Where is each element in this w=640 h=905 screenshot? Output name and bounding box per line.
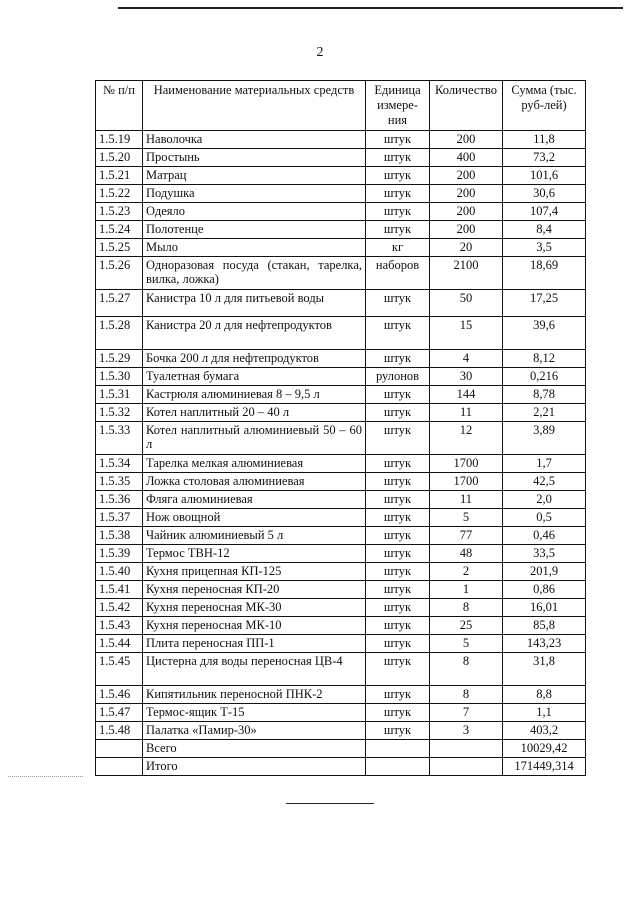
total-row	[96, 740, 586, 758]
row-name: Кухня переносная МК-30	[143, 599, 366, 617]
row-unit: штук	[366, 422, 430, 455]
row-qty: 200	[430, 131, 503, 149]
table-row	[96, 290, 586, 317]
row-name: Кухня прицепная КП-125	[143, 563, 366, 581]
row-qty: 200	[430, 167, 503, 185]
row-unit: штук	[366, 455, 430, 473]
row-qty: 20	[430, 239, 503, 257]
row-name: Мыло	[143, 239, 366, 257]
header-sum: Сумма (тыс. руб-лей)	[503, 81, 586, 131]
row-qty: 8	[430, 686, 503, 704]
table-row	[96, 563, 586, 581]
row-sum: 0,46	[503, 527, 586, 545]
table-row	[96, 509, 586, 527]
grand-total-sum: 171449,314	[503, 758, 586, 776]
table-row	[96, 131, 586, 149]
table-row	[96, 635, 586, 653]
table-row	[96, 149, 586, 167]
row-name: Цистерна для воды переносная ЦВ-4	[143, 653, 366, 686]
table-row	[96, 455, 586, 473]
row-sum: 8,4	[503, 221, 586, 239]
row-unit: штук	[366, 167, 430, 185]
row-sum: 85,8	[503, 617, 586, 635]
row-name: Плита переносная ПП-1	[143, 635, 366, 653]
row-name: Термос ТВН-12	[143, 545, 366, 563]
row-unit: штук	[366, 509, 430, 527]
row-sum: 31,8	[503, 653, 586, 686]
row-qty: 200	[430, 185, 503, 203]
total-num-empty	[96, 740, 143, 758]
total-qty-empty	[430, 740, 503, 758]
row-sum: 0,216	[503, 368, 586, 386]
row-unit: штук	[366, 185, 430, 203]
table-row	[96, 368, 586, 386]
row-unit: штук	[366, 563, 430, 581]
table-row	[96, 686, 586, 704]
row-name: Туалетная бумага	[143, 368, 366, 386]
row-name: Полотенце	[143, 221, 366, 239]
row-num: 1.5.26	[96, 257, 143, 290]
table-row	[96, 350, 586, 368]
row-num: 1.5.22	[96, 185, 143, 203]
row-name: Одноразовая посуда (стакан, тарелка, вилка, ложка)	[143, 257, 366, 290]
row-qty: 400	[430, 149, 503, 167]
row-sum: 42,5	[503, 473, 586, 491]
grand-total-num-empty	[96, 758, 143, 776]
row-sum: 0,5	[503, 509, 586, 527]
row-unit: штук	[366, 704, 430, 722]
row-name: Котел наплитный 20 – 40 л	[143, 404, 366, 422]
row-num: 1.5.25	[96, 239, 143, 257]
row-sum: 201,9	[503, 563, 586, 581]
row-num: 1.5.44	[96, 635, 143, 653]
row-qty: 4	[430, 350, 503, 368]
row-name: Простынь	[143, 149, 366, 167]
row-unit: рулонов	[366, 368, 430, 386]
row-qty: 2100	[430, 257, 503, 290]
row-sum: 8,78	[503, 386, 586, 404]
row-name: Ложка столовая алюминиевая	[143, 473, 366, 491]
table-row	[96, 617, 586, 635]
row-name: Подушка	[143, 185, 366, 203]
row-sum: 17,25	[503, 290, 586, 317]
row-name: Наволочка	[143, 131, 366, 149]
row-name: Кухня переносная КП-20	[143, 581, 366, 599]
row-num: 1.5.29	[96, 350, 143, 368]
row-num: 1.5.31	[96, 386, 143, 404]
row-num: 1.5.41	[96, 581, 143, 599]
row-qty: 1	[430, 581, 503, 599]
row-num: 1.5.39	[96, 545, 143, 563]
row-qty: 5	[430, 635, 503, 653]
row-qty: 15	[430, 317, 503, 350]
row-qty: 25	[430, 617, 503, 635]
row-qty: 30	[430, 368, 503, 386]
row-unit: штук	[366, 617, 430, 635]
row-qty: 8	[430, 653, 503, 686]
table-row	[96, 203, 586, 221]
header-unit: Единица измере-ния	[366, 81, 430, 131]
row-sum: 3,89	[503, 422, 586, 455]
row-sum: 403,2	[503, 722, 586, 740]
row-num: 1.5.20	[96, 149, 143, 167]
row-num: 1.5.36	[96, 491, 143, 509]
row-unit: штук	[366, 722, 430, 740]
row-qty: 5	[430, 509, 503, 527]
table-row	[96, 545, 586, 563]
row-sum: 2,21	[503, 404, 586, 422]
row-unit: штук	[366, 491, 430, 509]
table-row	[96, 257, 586, 290]
row-sum: 16,01	[503, 599, 586, 617]
row-sum: 3,5	[503, 239, 586, 257]
row-num: 1.5.46	[96, 686, 143, 704]
page-number: 2	[316, 45, 324, 60]
grand-total-qty-empty	[430, 758, 503, 776]
header-num: № п/п	[96, 81, 143, 131]
row-name: Одеяло	[143, 203, 366, 221]
row-num: 1.5.30	[96, 368, 143, 386]
total-unit-empty	[366, 740, 430, 758]
row-num: 1.5.23	[96, 203, 143, 221]
grand-total-row	[96, 758, 586, 776]
grand-total-unit-empty	[366, 758, 430, 776]
row-unit: штук	[366, 221, 430, 239]
row-sum: 73,2	[503, 149, 586, 167]
row-name: Нож овощной	[143, 509, 366, 527]
table-row	[96, 722, 586, 740]
table-row	[96, 404, 586, 422]
table-row	[96, 422, 586, 455]
table-row	[96, 527, 586, 545]
row-num: 1.5.48	[96, 722, 143, 740]
row-num: 1.5.34	[96, 455, 143, 473]
row-unit: штук	[366, 473, 430, 491]
row-num: 1.5.24	[96, 221, 143, 239]
row-num: 1.5.21	[96, 167, 143, 185]
row-num: 1.5.45	[96, 653, 143, 686]
table-row	[96, 704, 586, 722]
materials-table	[95, 80, 586, 776]
row-unit: штук	[366, 290, 430, 317]
row-unit: штук	[366, 545, 430, 563]
row-num: 1.5.42	[96, 599, 143, 617]
table-row	[96, 491, 586, 509]
row-unit: штук	[366, 149, 430, 167]
row-sum: 18,69	[503, 257, 586, 290]
row-num: 1.5.35	[96, 473, 143, 491]
row-unit: штук	[366, 599, 430, 617]
total-label: Всего	[143, 740, 366, 758]
row-name: Кипятильник переносной ПНК-2	[143, 686, 366, 704]
row-num: 1.5.19	[96, 131, 143, 149]
row-sum: 30,6	[503, 185, 586, 203]
row-sum: 143,23	[503, 635, 586, 653]
row-qty: 11	[430, 491, 503, 509]
row-unit: штук	[366, 131, 430, 149]
table-row	[96, 239, 586, 257]
row-sum: 101,6	[503, 167, 586, 185]
table-row	[96, 167, 586, 185]
row-sum: 1,7	[503, 455, 586, 473]
row-unit: штук	[366, 653, 430, 686]
row-name: Кастрюля алюминиевая 8 – 9,5 л	[143, 386, 366, 404]
row-sum: 107,4	[503, 203, 586, 221]
header-qty: Количество	[430, 81, 503, 131]
row-unit: штук	[366, 686, 430, 704]
row-sum: 2,0	[503, 491, 586, 509]
row-unit: наборов	[366, 257, 430, 290]
grand-total-label: Итого	[143, 758, 366, 776]
row-name: Канистра 20 л для нефтепродуктов	[143, 317, 366, 350]
row-sum: 11,8	[503, 131, 586, 149]
row-unit: штук	[366, 386, 430, 404]
scan-speck	[8, 776, 83, 778]
row-num: 1.5.33	[96, 422, 143, 455]
row-sum: 33,5	[503, 545, 586, 563]
row-name: Чайник алюминиевый 5 л	[143, 527, 366, 545]
header-name: Наименование материальных средств	[143, 81, 366, 131]
row-qty: 48	[430, 545, 503, 563]
table-row	[96, 653, 586, 686]
row-name: Фляга алюминиевая	[143, 491, 366, 509]
row-unit: штук	[366, 404, 430, 422]
row-qty: 8	[430, 599, 503, 617]
row-num: 1.5.47	[96, 704, 143, 722]
row-sum: 39,6	[503, 317, 586, 350]
table-row	[96, 317, 586, 350]
row-name: Канистра 10 л для питьевой воды	[143, 290, 366, 317]
row-num: 1.5.32	[96, 404, 143, 422]
row-name: Кухня переносная МК-10	[143, 617, 366, 635]
row-unit: штук	[366, 527, 430, 545]
row-num: 1.5.38	[96, 527, 143, 545]
row-unit: штук	[366, 350, 430, 368]
row-unit: кг	[366, 239, 430, 257]
table-row	[96, 581, 586, 599]
row-sum: 0,86	[503, 581, 586, 599]
row-qty: 77	[430, 527, 503, 545]
total-sum: 10029,42	[503, 740, 586, 758]
row-unit: штук	[366, 203, 430, 221]
row-qty: 200	[430, 203, 503, 221]
row-num: 1.5.43	[96, 617, 143, 635]
table-row	[96, 473, 586, 491]
row-name: Палатка «Памир-30»	[143, 722, 366, 740]
row-qty: 144	[430, 386, 503, 404]
row-unit: штук	[366, 581, 430, 599]
row-qty: 12	[430, 422, 503, 455]
table-row	[96, 386, 586, 404]
row-qty: 11	[430, 404, 503, 422]
bottom-rule	[286, 803, 374, 804]
row-qty: 3	[430, 722, 503, 740]
row-num: 1.5.28	[96, 317, 143, 350]
row-qty: 1700	[430, 473, 503, 491]
row-num: 1.5.40	[96, 563, 143, 581]
row-name: Котел наплитный алюминиевый 50 – 60 л	[143, 422, 366, 455]
row-sum: 8,12	[503, 350, 586, 368]
row-qty: 1700	[430, 455, 503, 473]
table-row	[96, 185, 586, 203]
row-unit: штук	[366, 635, 430, 653]
row-name: Бочка 200 л для нефтепродуктов	[143, 350, 366, 368]
row-name: Матрац	[143, 167, 366, 185]
table-header-row	[96, 81, 586, 131]
top-rule	[118, 7, 623, 9]
row-sum: 1,1	[503, 704, 586, 722]
row-qty: 50	[430, 290, 503, 317]
row-sum: 8,8	[503, 686, 586, 704]
row-qty: 200	[430, 221, 503, 239]
row-qty: 2	[430, 563, 503, 581]
table-row	[96, 221, 586, 239]
table-row	[96, 599, 586, 617]
row-num: 1.5.27	[96, 290, 143, 317]
row-num: 1.5.37	[96, 509, 143, 527]
row-qty: 7	[430, 704, 503, 722]
row-unit: штук	[366, 317, 430, 350]
row-name: Термос-ящик Т-15	[143, 704, 366, 722]
row-name: Тарелка мелкая алюминиевая	[143, 455, 366, 473]
